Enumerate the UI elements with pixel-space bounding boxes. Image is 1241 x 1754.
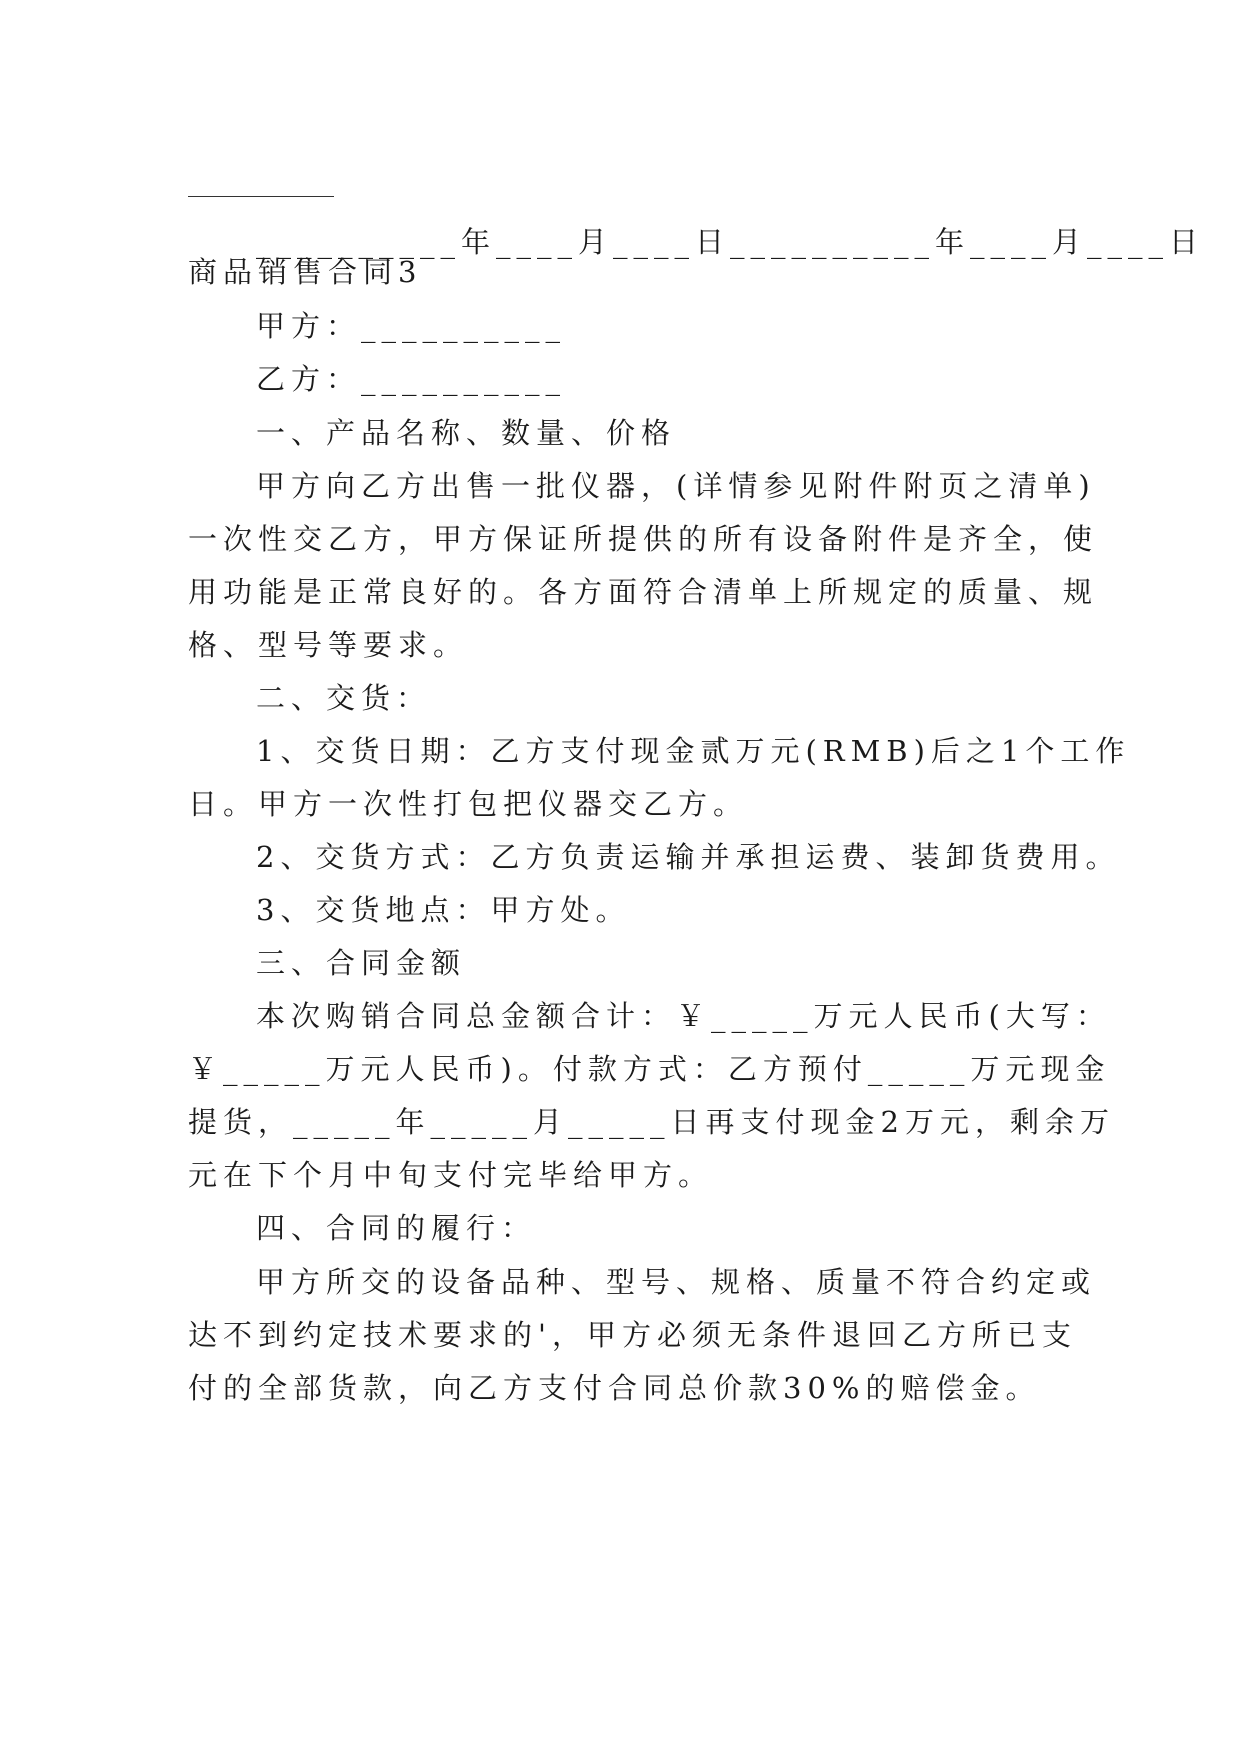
contract-title: 商品销售合同3 xyxy=(188,255,423,289)
paragraph-line: 2、交货方式：乙方负责运输并承担运费、装卸货费用。 xyxy=(256,840,1121,874)
paragraph-line: 本次购销合同总金额合计：￥_____万元人民币(大写： xyxy=(256,999,1111,1033)
paragraph-line: 用功能是正常良好的。各方面符合清单上所规定的质量、规 xyxy=(188,575,1099,609)
section-heading-1: 一、产品名称、数量、价格 xyxy=(256,416,677,450)
date-line: __________年____月____日__________年____月____日 xyxy=(256,225,1205,259)
party-b-line: 乙方：__________ xyxy=(256,362,567,396)
paragraph-line: 甲方向乙方出售一批仪器，(详情参见附件附页之清单) xyxy=(256,469,1096,503)
paragraph-line: 元在下个月中旬支付完毕给甲方。 xyxy=(188,1158,714,1192)
paragraph-line: 格、型号等要求。 xyxy=(188,628,469,662)
section-heading-2: 二、交货： xyxy=(256,681,432,715)
paragraph-line: 日。甲方一次性打包把仪器交乙方。 xyxy=(188,787,749,821)
paragraph-line: 甲方所交的设备品种、型号、规格、质量不符合约定或 xyxy=(256,1265,1097,1299)
paragraph-line: ￥_____万元人民币)。付款方式：乙方预付_____万元现金 xyxy=(188,1052,1111,1086)
paragraph-line: 3、交货地点：甲方处。 xyxy=(256,893,631,927)
signature-rule xyxy=(188,196,334,197)
paragraph-line: 一次性交乙方，甲方保证所提供的所有设备附件是齐全，使 xyxy=(188,522,1099,556)
party-a-line: 甲方：__________ xyxy=(256,309,567,343)
paragraph-line: 付的全部货款，向乙方支付合同总价款30%的赔偿金。 xyxy=(188,1371,1041,1405)
paragraph-line: 达不到约定技术要求的'，甲方必须无条件退回乙方所已支 xyxy=(188,1318,1077,1352)
paragraph-line: 提货，_____年_____月_____日再支付现金2万元，剩余万 xyxy=(188,1105,1115,1139)
paragraph-line: 1、交货日期：乙方支付现金贰万元(RMB)后之1个工作 xyxy=(256,734,1131,768)
section-heading-3: 三、合同金额 xyxy=(256,946,467,980)
section-heading-4: 四、合同的履行： xyxy=(256,1211,537,1245)
